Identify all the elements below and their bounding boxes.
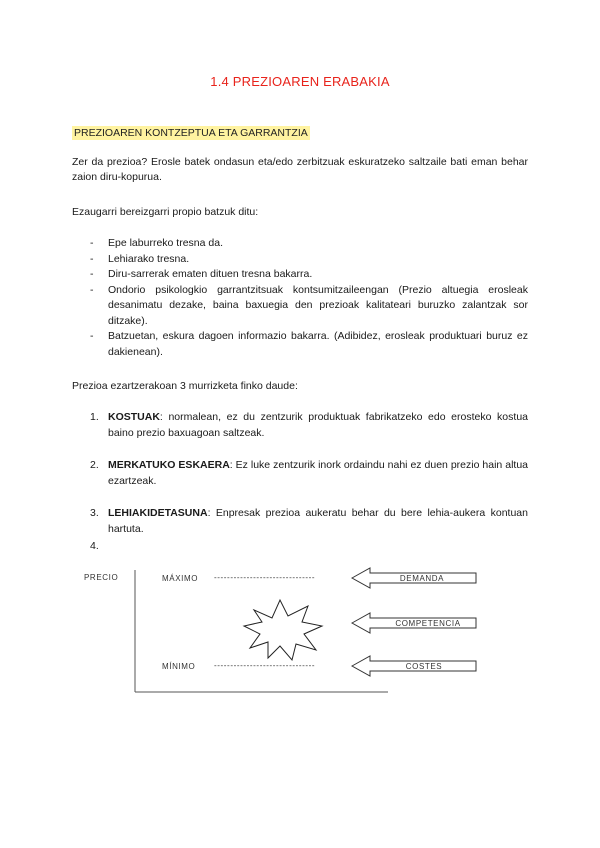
bullet-dash: -	[90, 268, 94, 280]
arrow-label: COSTES	[405, 662, 443, 671]
list-item: 1. KOSTUAK: normalean, ez du zentzurik produktuak fabrikatzeko edo erosteko kostua baino prezio baxuagoan saltzeak.	[90, 411, 528, 439]
price-diagram-svg	[72, 562, 532, 702]
price-diagram	[72, 562, 532, 702]
section-heading: PREZIOAREN KONTZEPTUA ETA GARRANTZIA	[74, 127, 308, 139]
min-dashes: -------------------------------	[214, 661, 316, 670]
bullet-dash: -	[90, 330, 94, 342]
features-list	[90, 236, 528, 360]
list-item: 3. LEHIAKIDETASUNA: Enpresak prezioa aukeratu behar du bere lehia-aukera kontuan hartuta.	[90, 507, 528, 535]
arrow-demanda	[352, 568, 476, 588]
page-title: 1.4 PREZIOAREN ERABAKIA	[210, 74, 390, 89]
list-item: - Lehiarako tresna.	[90, 252, 528, 268]
arrow-label: COMPETENCIA	[395, 619, 461, 628]
features-lead: Ezaugarri bereizgarri propio batzuk ditu:	[72, 206, 259, 218]
list-item: - Diru-sarrerak ematen dituen tresna bakarra.	[90, 267, 528, 283]
max-label: MÁXIMO	[162, 574, 199, 583]
restriction-term: LEHIAKIDETASUNA	[108, 507, 208, 519]
list-item: - Epe laburreko tresna da.	[90, 236, 528, 252]
list-item: 2. MERKATUKO ESKAERA: Ez luke zentzurik inork ordaindu nahi ez duen prezio hain altua ezartzeak.	[90, 459, 528, 487]
intro-paragraph: Zer da prezioa? Erosle batek ondasun eta/edo zerbitzuak eskuratzeko saltzaile bati eman behar zaion diru-kopurua.	[72, 156, 528, 183]
bullet-dash: -	[90, 283, 94, 296]
restrictions-lead: Prezioa ezartzerakoan 3 murrizketa finko daude:	[72, 380, 298, 392]
axis-label-precio: PRECIO	[84, 573, 119, 582]
arrow-competencia	[352, 613, 476, 633]
starburst-icon	[244, 600, 322, 660]
bullet-dash: -	[90, 252, 94, 265]
restrictions-list	[90, 410, 528, 572]
list-item: - Ondorio psikologkio garrantzitsuak kontsumitzaileengan (Prezio altuegia erosleak desanimatu dezake, baina baxuegia den prezioak kalitateari buruzko zalantzak sor ditzake).	[90, 283, 528, 327]
list-item: - Batzuetan, eskura dagoen informazio bakarra. (Adibidez, erosleak produktuari buruz ez dakienean).	[90, 330, 528, 358]
restriction-term: MERKATUKO ESKAERA	[108, 459, 230, 471]
list-item: 4.	[90, 540, 99, 552]
min-label: MÍNIMO	[162, 662, 196, 671]
max-dashes: -------------------------------	[214, 573, 316, 582]
restriction-term: KOSTUAK	[108, 411, 160, 423]
bullet-dash: -	[90, 237, 94, 249]
arrow-label: DEMANDA	[399, 574, 445, 583]
arrow-costes	[352, 656, 476, 676]
